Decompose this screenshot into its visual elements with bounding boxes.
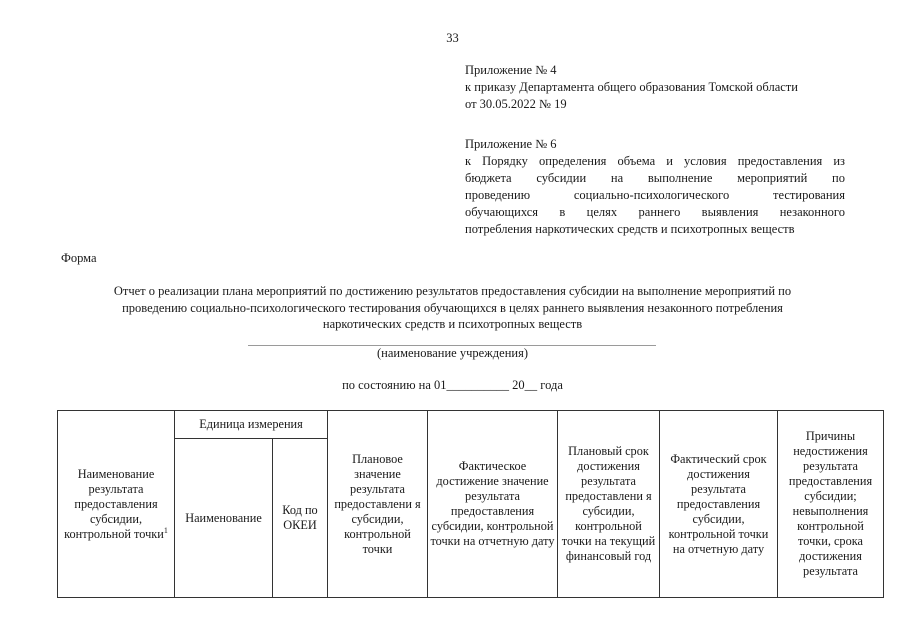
header-unit-group: Единица измерения (175, 411, 328, 439)
appendix-6-line: бюджета субсидии на выполнение мероприятий по (465, 171, 845, 185)
appendix-4-line: от 30.05.2022 № 19 (465, 97, 567, 111)
header-planned-value: Плановое значение результата предоставлени я субсидии, контрольной точки (328, 411, 428, 598)
report-title-line: наркотических средств и психотропных веществ (322, 317, 583, 331)
header-reasons: Причины недостижения результата предоставления субсидии; невыполнения контрольной точки, срока достижения результата (778, 411, 884, 598)
page-number: 33 (446, 31, 459, 45)
footnote-marker: 1 (163, 525, 168, 535)
report-title-line: Отчет о реализации плана мероприятий по достижению результатов предоставления субсидии на выполнение мероприятий по (113, 284, 792, 298)
report-date-line: по состоянию на 01__________ 20__ года (342, 378, 563, 392)
report-title-line: проведению социально-психологического тестирования обучающихся в целях раннего выявления незаконного потребления (122, 300, 783, 315)
appendix-6-line: к Порядку определения объема и условия предоставления из (465, 154, 845, 168)
header-unit-code: Код по ОКЕИ (273, 439, 328, 598)
appendix-6-line: проведению социально-психологического тестирования (465, 188, 845, 202)
organization-caption: (наименование учреждения) (377, 346, 528, 360)
report-table (57, 410, 884, 598)
appendix-4-block (465, 62, 845, 113)
appendix-6-line: потребления наркотических средств и психотропных веществ (465, 222, 795, 236)
header-planned-date: Плановый срок достижения результата предоставлени я субсидии, контрольной точки на текущий финансовый год (558, 411, 660, 598)
form-label: Форма (61, 251, 97, 265)
report-title (60, 283, 845, 333)
appendix-6-title: Приложение № 6 (465, 137, 557, 151)
header-actual-value: Фактическое достижение значение результата предоставления субсидии, контрольной точки на отчетную дату (428, 411, 558, 598)
appendix-6-line: обучающихся в целях раннего выявления незаконного (465, 205, 845, 219)
appendix-4-line: к приказу Департамента общего образования Томской области (465, 80, 798, 94)
header-unit-name: Наименование (175, 439, 273, 598)
header-result-name: Наименование результата предоставления субсидии, контрольной точки$^1$ (58, 411, 175, 598)
header-actual-date: Фактический срок достижения результата предоставления субсидии, контрольной точки на отчетную дату (660, 411, 778, 598)
table-header-row (58, 411, 884, 439)
appendix-4-title: Приложение № 4 (465, 63, 557, 77)
appendix-6-block (465, 136, 845, 238)
